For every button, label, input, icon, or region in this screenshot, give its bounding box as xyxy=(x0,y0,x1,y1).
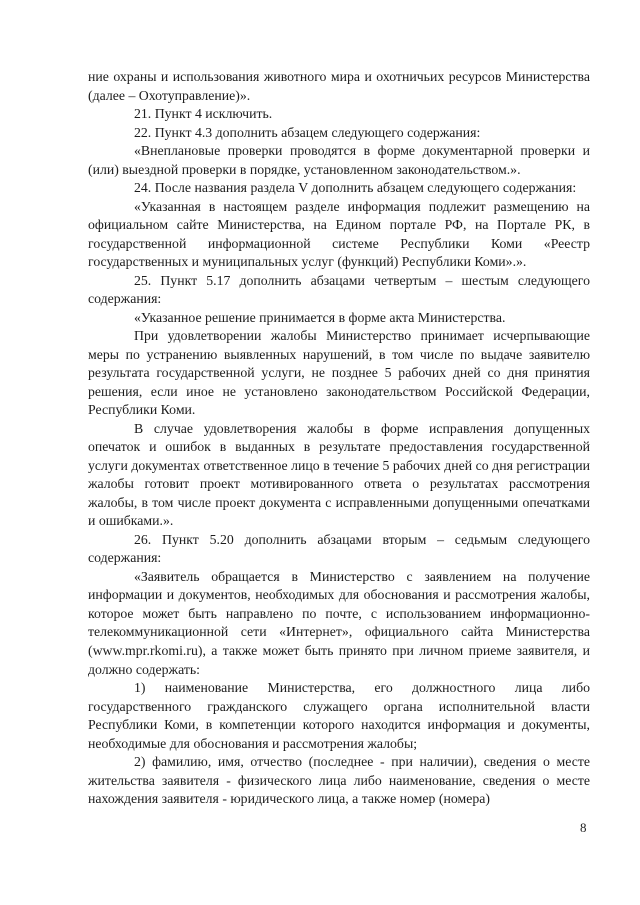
page-number: 8 xyxy=(580,820,587,835)
paragraph: «Заявитель обращается в Министерство с заявлением на получение информации и документов, необходимых для обоснования и рассмотрения жалобы, которое может быть направлено по почте, с использованием информационно-телекоммуникационной сети «Интернет», официального сайта Министерства (www.mpr.rkomi.ru), а также может быть принято при личном приеме заявителя, и должно содержать: xyxy=(88,568,590,677)
paragraph: 1) наименование Министерства, его должностного лица либо государственного гражданского служащего органа исполнительной власти Республики Коми, в компетенции которого находится информация и документы, необходимые для обоснования и рассмотрения жалобы; xyxy=(88,680,590,751)
paragraph: В случае удовлетворения жалобы в форме исправления допущенных опечаток и ошибок в выданных в результате предоставления государственной услуги документах ответственное лицо в течение 5 рабочих дней со дня регистрации жалобы готовит проект мотивированного ответа о результатах рассмотрения жалобы, в том числе проект документа с исправленными допущенными опечатками и ошибками.». xyxy=(88,420,590,529)
paragraph: «Указанное решение принимается в форме акта Министерства. xyxy=(134,309,506,325)
paragraph: «Внеплановые проверки проводятся в форме документарной проверки и (или) выездной проверки в порядке, установленном законодательством.». xyxy=(88,143,590,177)
paragraph: 25. Пункт 5.17 дополнить абзацами четвертым – шестым следующего содержания: xyxy=(88,272,590,307)
paragraph: 22. Пункт 4.3 дополнить абзацем следующего содержания: xyxy=(134,124,481,140)
paragraph: 26. Пункт 5.20 дополнить абзацами вторым – седьмым следующего содержания: xyxy=(88,531,590,566)
paragraph: 24. После названия раздела V дополнить абзацем следующего содержания: xyxy=(134,180,577,196)
document-body xyxy=(88,68,590,809)
paragraph: ние охраны и использования животного мира и охотничьих ресурсов Министерства (далее – Охотуправление)». xyxy=(88,69,590,103)
paragraph: 2) фамилию, имя, отчество (последнее - при наличии), сведения о месте жительства заявителя - физического лица либо наименование, сведения о месте нахождения заявителя - юридического лица, а также номер (номера) xyxy=(88,754,590,807)
paragraph: При удовлетворении жалобы Министерство принимает исчерпывающие меры по устранению выявленных нарушений, в том числе по выдаче заявителю результата государственной услуги, не позднее 5 рабочих дней со дня принятия решения, если иное не установлено законодательством Российской Федерации, Республики Коми. xyxy=(88,328,590,418)
paragraph: 21. Пункт 4 исключить. xyxy=(134,106,273,122)
paragraph: «Указанная в настоящем разделе информация подлежит размещению на официальном сайте Министерства, на Едином портале РФ, на Портале РК, в государственной информационной системе Республики Коми «Реестр государственных и муниципальных услуг (функций) Республики Коми».». xyxy=(88,198,590,270)
